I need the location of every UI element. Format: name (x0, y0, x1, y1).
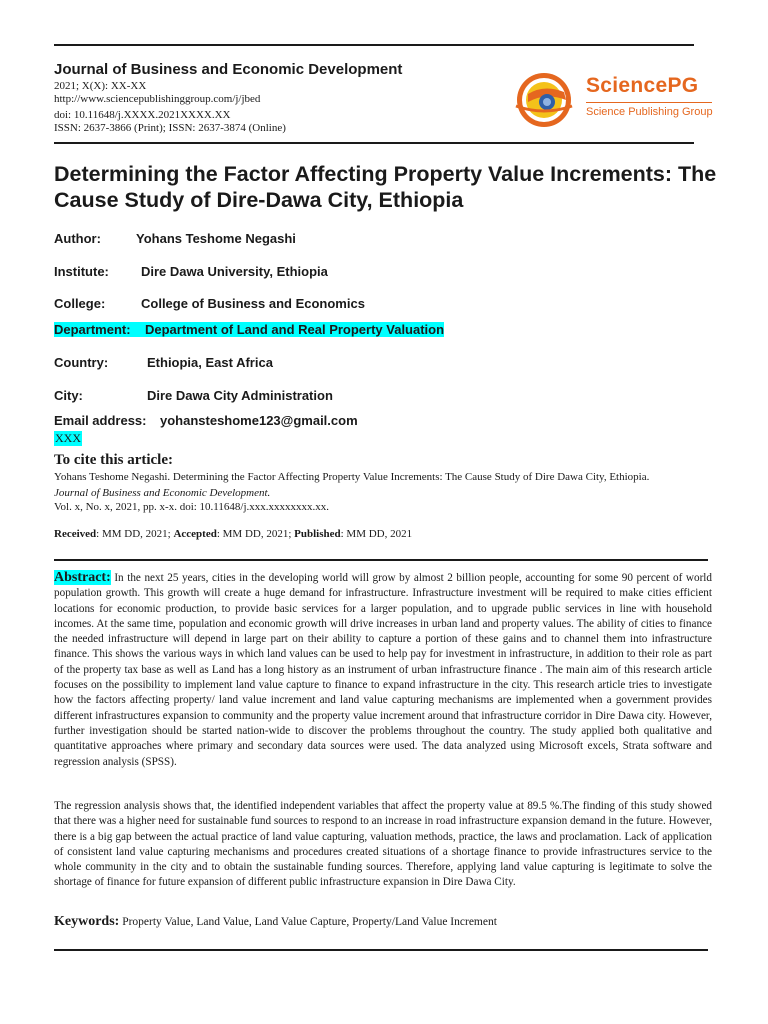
institute-value: Dire Dawa University, Ethiopia (141, 264, 328, 279)
abstract-text-1: In the next 25 years, cities in the developing world will grow by almost 2 billion people, accounting for some 90 percent of world population growth. This growth will create a huge demand for infrastructure. Infrastructure investment will be required to make cities efficient locations for economic production, to provide basic services for a larger population, and to upgrade public services in line with household incomes. At the same time, population and economic growth will drive increases in urban land and property values. The ability of cities to finance the needed infrastructure will depend in large part on their ability to capture a portion of these gains and to channel them into infrastructure finance. This shows the various ways in which land values can be used to help pay for investment in infrastructure, in addition to their role as part of the property tax base as well as Land has a long history as an instrument of urban infrastructure finance . The main aim of this research article focuses on the possibility to implement land value capture to finance to expand infrastructure in the city. This research article tries to investigate how the factors affecting property/ land value increment and land value capturing mechanisms are implemented when a government provides different infrastructures expansion to community and the property value increment around that infrastructure corridor in Dire Dawa city. However, further investigation should be started nation-wide to discover the problems throughout the country. The study applied both qualitative and quantitative approaches where primary and secondary data sources were used. The data analyzed using Microsoft excels, Strata software and regression analysis (SPSS). (54, 572, 712, 768)
journal-url[interactable]: http://www.sciencepublishinggroup.com/j/jbed (54, 93, 261, 105)
keywords-text: Property Value, Land Value, Land Value Capture, Property/Land Value Increment (122, 916, 497, 928)
city-label: City: (54, 388, 83, 403)
doi: doi: 10.11648/j.XXXX.2021XXXX.XX (54, 109, 231, 121)
city-value: Dire Dawa City Administration (147, 388, 333, 403)
logo-tagline: Science Publishing Group (586, 106, 713, 118)
accepted-date: : MM DD, 2021; (216, 528, 295, 540)
institute-row (54, 264, 328, 279)
published-label: Published (294, 528, 341, 540)
cite-heading: To cite this article: (54, 452, 173, 468)
top-rule (54, 44, 694, 46)
journal-title: Journal of Business and Economic Development (54, 61, 403, 78)
college-label: College: (54, 296, 106, 311)
abstract-paragraph-2: The regression analysis shows that, the identified independent variables that affect the property value at 89.5 %.The finding of this study showed that there was a higher need for sustainable fund sources to respond to an increase in road infrastructure expansion demand in the future. However, there is a big gap between the actual practice of land value capturing, valuation methods, practice, the laws and proclamation. Lack of application of consistent land value capturing mechanisms and procedures created situations of a shortage finance to provide infrastructures service to the whole community in the city and to obtain the sustainable funding sources. Therefore, applying land value capturing is legitimate to solve the shortage of finance for future expansion of different public infrastructure expansion in Dire Dawa City. (54, 800, 712, 889)
department-row (54, 322, 444, 337)
abstract-paragraph-1 (54, 570, 712, 770)
author-row (54, 231, 296, 246)
sciencepg-logo-icon (514, 66, 580, 132)
keywords-label: Keywords: (54, 914, 120, 929)
received-label: Received (54, 528, 97, 540)
email-row (54, 413, 358, 428)
department-label: Department: (54, 322, 131, 337)
country-value: Ethiopia, East Africa (147, 355, 273, 370)
placeholder-xxx: XXX (55, 431, 81, 445)
college-value: College of Business and Economics (141, 296, 365, 311)
logo-name: SciencePG (586, 74, 699, 97)
published-date: : MM DD, 2021 (340, 528, 413, 540)
accepted-label: Accepted (173, 528, 217, 540)
author-label: Author: (54, 231, 101, 246)
institute-label: Institute: (54, 264, 109, 279)
bottom-rule (54, 949, 708, 951)
city-row (54, 388, 333, 403)
keywords-row (54, 914, 497, 930)
header-bottom-rule (54, 142, 694, 144)
abstract-top-rule (54, 559, 708, 561)
author-name: Yohans Teshome Negashi (136, 231, 296, 246)
department-value: Department of Land and Real Property Valuation (145, 322, 445, 337)
country-label: Country: (54, 355, 109, 370)
email-label: Email address: (54, 413, 147, 428)
country-row (54, 355, 273, 370)
email-value[interactable]: yohansteshome123@gmail.com (160, 413, 358, 428)
cite-line-2: Journal of Business and Economic Development. (54, 487, 271, 499)
volume-info: 2021; X(X): XX-XX (54, 80, 147, 92)
college-row (54, 296, 365, 311)
sciencepg-logo (514, 66, 714, 132)
abstract-label: Abstract: (54, 570, 111, 585)
logo-divider (586, 102, 712, 103)
publication-dates (54, 528, 412, 540)
cite-line-1: Yohans Teshome Negashi. Determining the Factor Affecting Property Value Increments: The Cause Study of Dire Dawa City, Ethiopia. (54, 471, 650, 483)
issn: ISSN: 2637-3866 (Print); ISSN: 2637-3874 (Online) (54, 122, 286, 134)
cite-line-3: Vol. x, No. x, 2021, pp. x-x. doi: 10.11648/j.xxx.xxxxxxxx.xx. (54, 501, 330, 513)
received-date: : MM DD, 2021; (96, 528, 174, 540)
article-title: Determining the Factor Affecting Property Value Increments: The Cause Study of Dire-Dawa City, Ethiopia (54, 162, 717, 212)
